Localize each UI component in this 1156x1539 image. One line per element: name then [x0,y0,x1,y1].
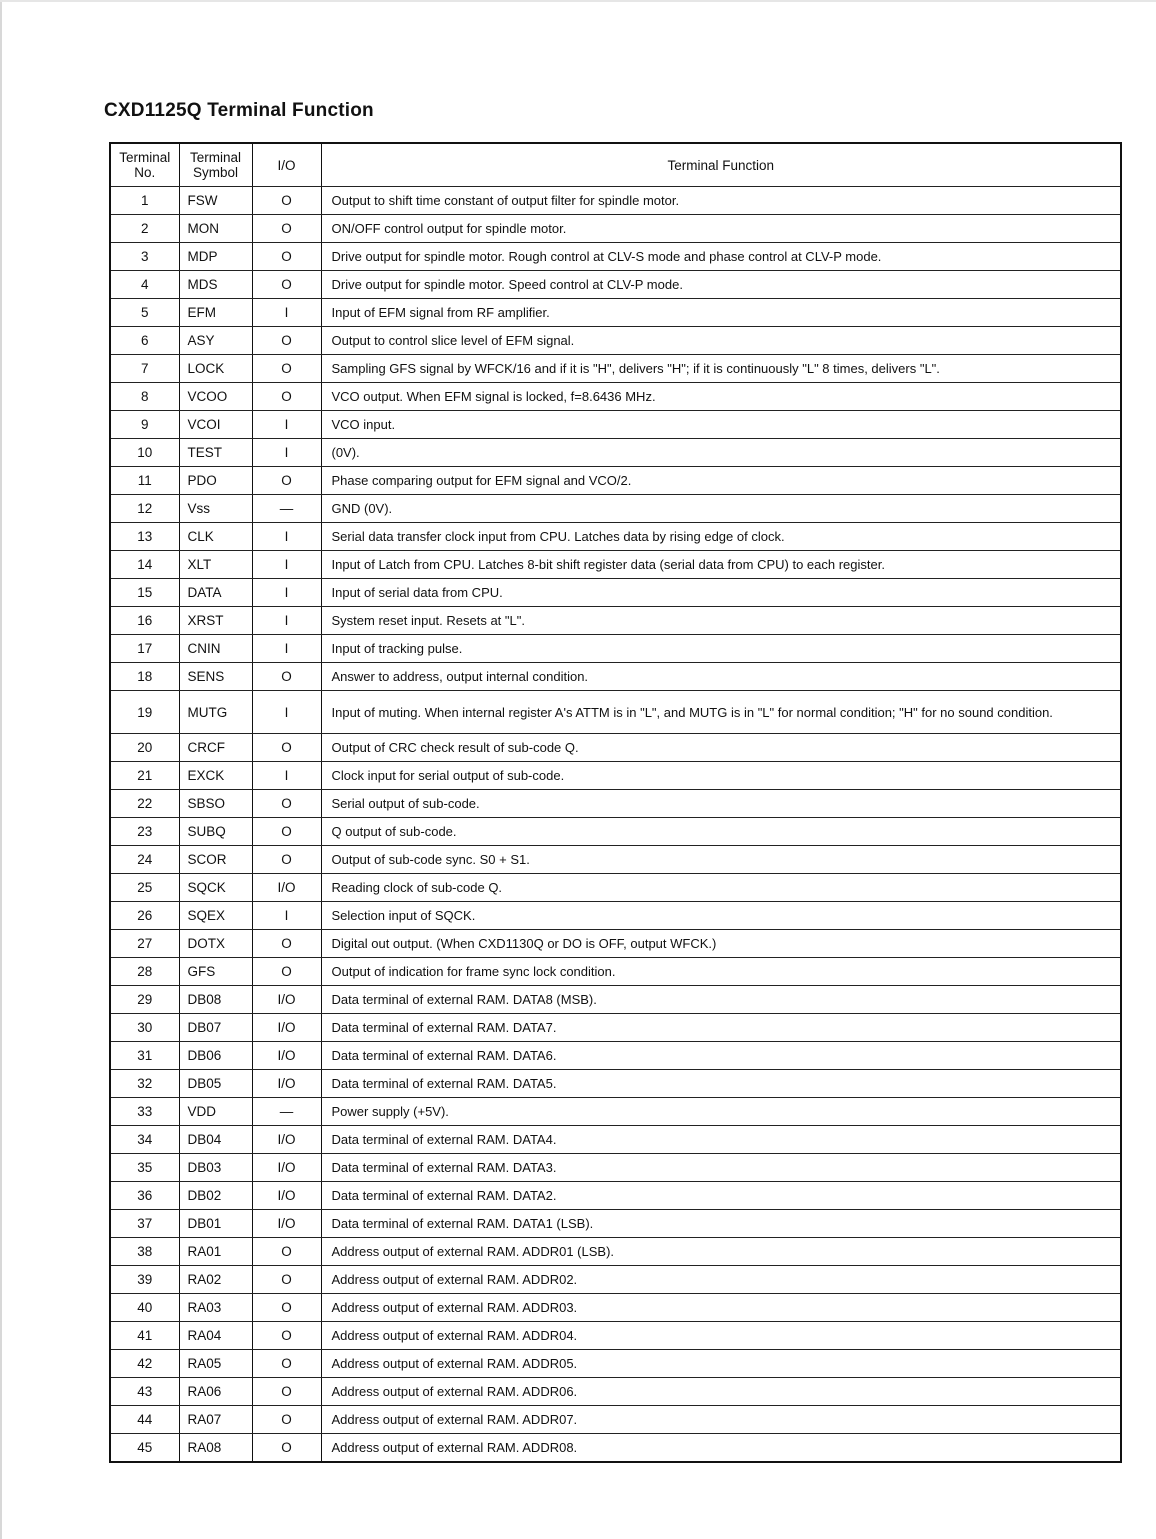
terminal-symbol-cell: VCOI [179,411,252,439]
terminal-function-cell: Data terminal of external RAM. DATA7. [321,1014,1121,1042]
terminal-function-cell: Output to control slice level of EFM signal. [321,327,1121,355]
io-cell: O [252,383,321,411]
terminal-function-cell: Input of tracking pulse. [321,635,1121,663]
terminal-no-cell: 26 [110,902,179,930]
terminal-symbol-cell: DB02 [179,1182,252,1210]
io-cell: I [252,439,321,467]
io-cell: O [252,1350,321,1378]
io-cell: O [252,1266,321,1294]
terminal-symbol-cell: DATA [179,579,252,607]
terminal-function-cell: Data terminal of external RAM. DATA4. [321,1126,1121,1154]
table-row [110,215,1121,243]
terminal-symbol-cell: MON [179,215,252,243]
terminal-function-cell: Address output of external RAM. ADDR04. [321,1322,1121,1350]
terminal-no-cell: 34 [110,1126,179,1154]
io-cell: I/O [252,986,321,1014]
terminal-function-cell: System reset input. Resets at "L". [321,607,1121,635]
page-title: CXD1125Q Terminal Function [104,100,374,121]
terminal-function-cell: Output of indication for frame sync lock condition. [321,958,1121,986]
terminal-no-cell: 15 [110,579,179,607]
terminal-no-cell: 6 [110,327,179,355]
terminal-function-table [109,142,1122,1463]
terminal-symbol-cell: DB01 [179,1210,252,1238]
terminal-symbol-cell: SENS [179,663,252,691]
terminal-symbol-cell: SQCK [179,874,252,902]
table-header-row [110,143,1121,187]
io-cell: I/O [252,1070,321,1098]
terminal-no-cell: 3 [110,243,179,271]
terminal-no-cell: 17 [110,635,179,663]
terminal-function-cell: Address output of external RAM. ADDR01 (LSB). [321,1238,1121,1266]
terminal-symbol-cell: SUBQ [179,818,252,846]
table-body [110,187,1121,1463]
table-row [110,958,1121,986]
terminal-no-cell: 11 [110,467,179,495]
terminal-no-cell: 7 [110,355,179,383]
io-cell: O [252,930,321,958]
terminal-no-cell: 45 [110,1434,179,1463]
table-row [110,874,1121,902]
terminal-function-cell: Serial output of sub-code. [321,790,1121,818]
terminal-function-cell: VCO output. When EFM signal is locked, f=8.6436 MHz. [321,383,1121,411]
terminal-no-cell: 23 [110,818,179,846]
io-cell: I [252,762,321,790]
table-row [110,551,1121,579]
table-row [110,1098,1121,1126]
table-row [110,467,1121,495]
table-row [110,187,1121,215]
terminal-function-cell: Input of serial data from CPU. [321,579,1121,607]
terminal-function-cell: Data terminal of external RAM. DATA6. [321,1042,1121,1070]
terminal-symbol-cell: DB04 [179,1126,252,1154]
io-cell: — [252,1098,321,1126]
terminal-no-cell: 37 [110,1210,179,1238]
terminal-function-cell: Address output of external RAM. ADDR05. [321,1350,1121,1378]
io-cell: I [252,551,321,579]
table-row [110,1350,1121,1378]
terminal-symbol-cell: DB07 [179,1014,252,1042]
io-cell: I [252,579,321,607]
io-cell: I [252,691,321,734]
table-row [110,327,1121,355]
terminal-function-cell: Data terminal of external RAM. DATA2. [321,1182,1121,1210]
table-row [110,411,1121,439]
io-cell: I [252,902,321,930]
io-cell: I/O [252,1182,321,1210]
io-cell: O [252,467,321,495]
terminal-symbol-cell: Vss [179,495,252,523]
header-io: I/O [252,143,321,187]
terminal-symbol-cell: CNIN [179,635,252,663]
terminal-function-cell: Input of Latch from CPU. Latches 8-bit shift register data (serial data from CPU) to each register. [321,551,1121,579]
terminal-function-cell: Address output of external RAM. ADDR07. [321,1406,1121,1434]
terminal-symbol-cell: GFS [179,958,252,986]
terminal-symbol-cell: FSW [179,187,252,215]
terminal-no-cell: 44 [110,1406,179,1434]
terminal-no-cell: 14 [110,551,179,579]
terminal-function-cell: Output of sub-code sync. S0 + S1. [321,846,1121,874]
terminal-symbol-cell: LOCK [179,355,252,383]
table-row [110,846,1121,874]
terminal-no-cell: 36 [110,1182,179,1210]
io-cell: O [252,1322,321,1350]
terminal-symbol-cell: SQEX [179,902,252,930]
terminal-no-cell: 41 [110,1322,179,1350]
terminal-function-cell: Output to shift time constant of output filter for spindle motor. [321,187,1121,215]
terminal-symbol-cell: MDS [179,271,252,299]
terminal-function-cell: Data terminal of external RAM. DATA3. [321,1154,1121,1182]
terminal-function-cell: Power supply (+5V). [321,1098,1121,1126]
table-row [110,635,1121,663]
terminal-function-cell: Selection input of SQCK. [321,902,1121,930]
table-row [110,355,1121,383]
terminal-function-cell: Input of EFM signal from RF amplifier. [321,299,1121,327]
terminal-function-cell: Input of muting. When internal register A's ATTM is in "L", and MUTG is in "L" for normal condition; "H" for no sound condition. [321,691,1121,734]
terminal-symbol-cell: MUTG [179,691,252,734]
terminal-symbol-cell: RA02 [179,1266,252,1294]
terminal-no-cell: 30 [110,1014,179,1042]
terminal-no-cell: 31 [110,1042,179,1070]
terminal-symbol-cell: DB08 [179,986,252,1014]
io-cell: I/O [252,1014,321,1042]
terminal-no-cell: 9 [110,411,179,439]
io-cell: O [252,958,321,986]
io-cell: I [252,411,321,439]
terminal-function-cell: Phase comparing output for EFM signal and VCO/2. [321,467,1121,495]
table-row [110,1406,1121,1434]
table-row [110,607,1121,635]
terminal-function-cell: ON/OFF control output for spindle motor. [321,215,1121,243]
terminal-no-cell: 39 [110,1266,179,1294]
io-cell: O [252,846,321,874]
io-cell: O [252,243,321,271]
terminal-no-cell: 29 [110,986,179,1014]
terminal-function-cell: Clock input for serial output of sub-code. [321,762,1121,790]
io-cell: O [252,1378,321,1406]
terminal-symbol-cell: MDP [179,243,252,271]
terminal-symbol-cell: CLK [179,523,252,551]
io-cell: O [252,327,321,355]
terminal-no-cell: 8 [110,383,179,411]
terminal-no-cell: 10 [110,439,179,467]
terminal-no-cell: 40 [110,1294,179,1322]
terminal-no-cell: 1 [110,187,179,215]
terminal-symbol-cell: RA07 [179,1406,252,1434]
io-cell: O [252,187,321,215]
terminal-function-cell: Data terminal of external RAM. DATA1 (LSB). [321,1210,1121,1238]
terminal-function-cell: Serial data transfer clock input from CPU. Latches data by rising edge of clock. [321,523,1121,551]
terminal-symbol-cell: VDD [179,1098,252,1126]
terminal-function-cell: GND (0V). [321,495,1121,523]
io-cell: O [252,271,321,299]
io-cell: O [252,1406,321,1434]
table-row [110,1322,1121,1350]
terminal-no-cell: 43 [110,1378,179,1406]
table-row [110,691,1121,734]
table-row [110,762,1121,790]
io-cell: O [252,1434,321,1463]
table-row [110,1042,1121,1070]
table-row [110,902,1121,930]
terminal-no-cell: 35 [110,1154,179,1182]
terminal-function-cell: Drive output for spindle motor. Speed control at CLV-P mode. [321,271,1121,299]
terminal-symbol-cell: ASY [179,327,252,355]
io-cell: I [252,607,321,635]
terminal-no-cell: 33 [110,1098,179,1126]
terminal-no-cell: 16 [110,607,179,635]
terminal-function-cell: Answer to address, output internal condition. [321,663,1121,691]
io-cell: O [252,1294,321,1322]
table-row [110,1070,1121,1098]
io-cell: I/O [252,874,321,902]
terminal-no-cell: 25 [110,874,179,902]
terminal-symbol-cell: EXCK [179,762,252,790]
terminal-symbol-cell: RA08 [179,1434,252,1463]
terminal-no-cell: 19 [110,691,179,734]
table-row [110,1154,1121,1182]
terminal-no-cell: 24 [110,846,179,874]
terminal-no-cell: 13 [110,523,179,551]
io-cell: O [252,215,321,243]
table-row [110,271,1121,299]
terminal-no-cell: 20 [110,734,179,762]
table-row [110,1434,1121,1463]
terminal-symbol-cell: CRCF [179,734,252,762]
terminal-symbol-cell: VCOO [179,383,252,411]
terminal-no-cell: 2 [110,215,179,243]
table-row [110,495,1121,523]
terminal-function-cell: Sampling GFS signal by WFCK/16 and if it is "H", delivers "H"; if it is continuously "L" 8 times, delivers "L". [321,355,1121,383]
table-row [110,383,1121,411]
terminal-symbol-cell: SCOR [179,846,252,874]
header-terminal-function: Terminal Function [321,143,1121,187]
io-cell: I/O [252,1042,321,1070]
scan-top-edge [0,0,1156,2]
io-cell: O [252,818,321,846]
terminal-function-cell: Q output of sub-code. [321,818,1121,846]
io-cell: I/O [252,1154,321,1182]
terminal-symbol-cell: DB06 [179,1042,252,1070]
io-cell: — [252,495,321,523]
table-row [110,1014,1121,1042]
terminal-symbol-cell: EFM [179,299,252,327]
terminal-function-cell: Output of CRC check result of sub-code Q. [321,734,1121,762]
terminal-symbol-cell: SBSO [179,790,252,818]
table-row [110,523,1121,551]
table-row [110,1294,1121,1322]
terminal-no-cell: 5 [110,299,179,327]
table-row [110,790,1121,818]
io-cell: O [252,734,321,762]
io-cell: I/O [252,1126,321,1154]
terminal-symbol-cell: PDO [179,467,252,495]
terminal-function-cell: Drive output for spindle motor. Rough control at CLV-S mode and phase control at CLV-P mode. [321,243,1121,271]
table-row [110,1182,1121,1210]
terminal-symbol-cell: RA01 [179,1238,252,1266]
table-row [110,986,1121,1014]
terminal-no-cell: 32 [110,1070,179,1098]
terminal-function-cell: Data terminal of external RAM. DATA5. [321,1070,1121,1098]
io-cell: O [252,790,321,818]
io-cell: O [252,355,321,383]
io-cell: I/O [252,1210,321,1238]
terminal-symbol-cell: RA04 [179,1322,252,1350]
table-row [110,579,1121,607]
terminal-function-cell: Digital out output. (When CXD1130Q or DO is OFF, output WFCK.) [321,930,1121,958]
terminal-symbol-cell: DOTX [179,930,252,958]
terminal-no-cell: 4 [110,271,179,299]
io-cell: O [252,1238,321,1266]
terminal-no-cell: 21 [110,762,179,790]
terminal-no-cell: 18 [110,663,179,691]
terminal-no-cell: 42 [110,1350,179,1378]
terminal-function-cell: (0V). [321,439,1121,467]
io-cell: I [252,635,321,663]
header-terminal-symbol: Terminal Symbol [179,143,252,187]
table-row [110,439,1121,467]
table-row [110,663,1121,691]
terminal-function-cell: Address output of external RAM. ADDR02. [321,1266,1121,1294]
io-cell: O [252,663,321,691]
terminal-function-cell: Address output of external RAM. ADDR08. [321,1434,1121,1463]
terminal-no-cell: 27 [110,930,179,958]
header-terminal-no: Terminal No. [110,143,179,187]
terminal-symbol-cell: RA06 [179,1378,252,1406]
terminal-symbol-cell: DB05 [179,1070,252,1098]
terminal-no-cell: 12 [110,495,179,523]
terminal-function-cell: VCO input. [321,411,1121,439]
terminal-no-cell: 22 [110,790,179,818]
table-row [110,1266,1121,1294]
io-cell: I [252,299,321,327]
table-row [110,1238,1121,1266]
table-row [110,1378,1121,1406]
scan-edge [0,0,2,1539]
terminal-symbol-cell: XRST [179,607,252,635]
table-row [110,1126,1121,1154]
table-row [110,818,1121,846]
terminal-function-cell: Reading clock of sub-code Q. [321,874,1121,902]
terminal-function-cell: Data terminal of external RAM. DATA8 (MSB). [321,986,1121,1014]
terminal-symbol-cell: DB03 [179,1154,252,1182]
terminal-no-cell: 38 [110,1238,179,1266]
terminal-no-cell: 28 [110,958,179,986]
table-row [110,299,1121,327]
table-row [110,930,1121,958]
table-row [110,734,1121,762]
terminal-symbol-cell: XLT [179,551,252,579]
table-row [110,1210,1121,1238]
terminal-function-cell: Address output of external RAM. ADDR06. [321,1378,1121,1406]
terminal-symbol-cell: RA05 [179,1350,252,1378]
terminal-function-cell: Address output of external RAM. ADDR03. [321,1294,1121,1322]
table-row [110,243,1121,271]
io-cell: I [252,523,321,551]
terminal-symbol-cell: RA03 [179,1294,252,1322]
terminal-symbol-cell: TEST [179,439,252,467]
